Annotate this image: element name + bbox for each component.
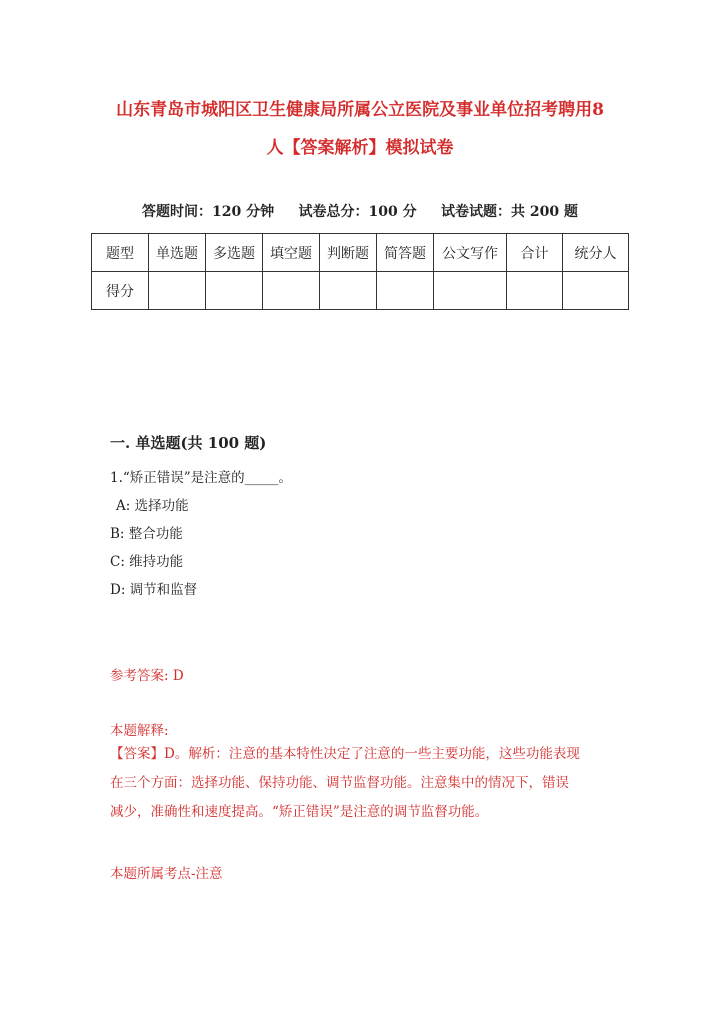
- score-table: [91, 233, 629, 310]
- score-table-score-row: [92, 272, 629, 310]
- option-a: A: 选择功能: [116, 498, 189, 514]
- header-cell: 判断题: [320, 234, 377, 272]
- explanation-line: 【答案】D。解析：注意的基本特性决定了注意的一些主要功能，这些功能表现: [110, 746, 580, 762]
- option-d: D: 调节和监督: [110, 582, 198, 598]
- exam-info: 答题时间：120 分钟 试卷总分：100 分 试卷试题：共 200 题: [142, 204, 578, 220]
- document-title-line-1: 山东青岛市城阳区卫生健康局所属公立医院及事业单位招考聘用8: [116, 100, 604, 120]
- header-cell: 单选题: [149, 234, 206, 272]
- header-cell: 填空题: [263, 234, 320, 272]
- score-row-label: 得分: [92, 272, 149, 310]
- explanation-text: [110, 740, 610, 827]
- score-cell: [434, 272, 507, 310]
- knowledge-point: 本题所属考点-注意: [110, 866, 223, 882]
- option-c: C: 维持功能: [110, 554, 184, 570]
- header-cell: 题型: [92, 234, 149, 272]
- header-cell: 多选题: [206, 234, 263, 272]
- score-cell: [563, 272, 629, 310]
- score-cell: [206, 272, 263, 310]
- document-title-line-2: 人【答案解析】模拟试卷: [266, 138, 454, 158]
- explanation-line: 在三个方面：选择功能、保持功能、调节监督功能。注意集中的情况下，错误: [110, 775, 569, 791]
- score-cell: [320, 272, 377, 310]
- explanation-label: 本题解释:: [110, 723, 169, 739]
- score-cell: [263, 272, 320, 310]
- score-cell: [149, 272, 206, 310]
- score-table-header-row: [92, 234, 629, 272]
- header-cell: 合计: [507, 234, 563, 272]
- header-cell: 公文写作: [434, 234, 507, 272]
- reference-answer: 参考答案: D: [110, 668, 184, 684]
- explanation-line: 减少，准确性和速度提高。“矫正错误”是注意的调节监督功能。: [110, 804, 489, 820]
- header-cell: 简答题: [377, 234, 434, 272]
- question-stem: 1.“矫正错误”是注意的_____。: [110, 470, 292, 486]
- option-b: B: 整合功能: [110, 526, 183, 542]
- score-cell: [507, 272, 563, 310]
- header-cell: 统分人: [563, 234, 629, 272]
- score-cell: [377, 272, 434, 310]
- section-title: 一. 单选题(共 100 题): [110, 434, 267, 452]
